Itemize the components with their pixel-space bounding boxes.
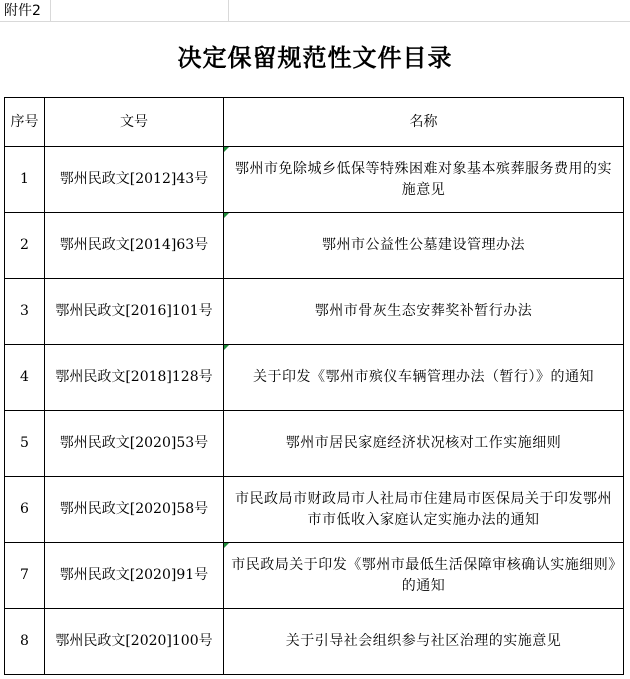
page-title: 决定保留规范性文件目录 xyxy=(177,44,453,72)
row-name-cell xyxy=(223,279,623,345)
row-doc-no: 鄂州民政文[2020]91号 xyxy=(45,543,224,609)
cell-comment-marker xyxy=(224,543,229,548)
row-no: 2 xyxy=(5,213,45,279)
row-name-cell xyxy=(223,411,623,477)
row-name: 鄂州市居民家庭经济状况核对工作实施细则 xyxy=(285,435,562,451)
row-no: 6 xyxy=(5,477,45,543)
attachment-label: 附件2 xyxy=(4,3,41,19)
row-doc-no: 鄂州民政文[2014]63号 xyxy=(45,213,224,279)
cell-comment-marker xyxy=(224,345,229,350)
row-doc-no: 鄂州民政文[2020]53号 xyxy=(45,411,224,477)
row-name: 鄂州市免除城乡低保等特殊困难对象基本殡葬服务费用的实施意见 xyxy=(234,160,612,198)
row-doc-no: 鄂州民政文[2012]43号 xyxy=(45,147,224,213)
header-doc-no: 文号 xyxy=(45,98,224,147)
header-name: 名称 xyxy=(223,98,623,147)
table-row xyxy=(5,543,624,609)
table-row xyxy=(5,345,624,411)
row-no: 7 xyxy=(5,543,45,609)
document-list-table xyxy=(4,97,624,675)
row-name: 鄂州市骨灰生态安葬奖补暂行办法 xyxy=(314,303,533,319)
row-name-cell xyxy=(223,477,623,543)
grid-line xyxy=(228,0,229,21)
header-no: 序号 xyxy=(5,98,45,147)
row-doc-no: 鄂州民政文[2020]58号 xyxy=(45,477,224,543)
row-no: 3 xyxy=(5,279,45,345)
cell-comment-marker xyxy=(224,147,229,152)
table-row xyxy=(5,213,624,279)
row-name-cell xyxy=(223,609,623,675)
row-name: 市民政局市财政局市人社局市住建局市医保局关于印发鄂州市市低收入家庭认定实施办法的通知 xyxy=(234,490,612,528)
table-row xyxy=(5,279,624,345)
row-name-cell xyxy=(223,543,623,609)
cell-comment-marker xyxy=(224,213,229,218)
row-name: 关于引导社会组织参与社区治理的实施意见 xyxy=(285,633,562,649)
table-row xyxy=(5,411,624,477)
row-no: 1 xyxy=(5,147,45,213)
row-doc-no: 鄂州民政文[2020]100号 xyxy=(45,609,224,675)
table-row xyxy=(5,147,624,213)
row-name-cell xyxy=(223,345,623,411)
row-name: 市民政局关于印发《鄂州市最低生活保障审核确认实施细则》的通知 xyxy=(231,556,616,594)
grid-line xyxy=(0,21,630,22)
grid-line xyxy=(50,0,51,21)
row-name: 关于印发《鄂州市殡仪车辆管理办法（暂行）》的通知 xyxy=(252,369,594,385)
row-name-cell xyxy=(223,147,623,213)
table-header-row xyxy=(5,98,624,147)
row-no: 4 xyxy=(5,345,45,411)
row-doc-no: 鄂州民政文[2016]101号 xyxy=(45,279,224,345)
row-doc-no: 鄂州民政文[2018]128号 xyxy=(45,345,224,411)
table-row xyxy=(5,609,624,675)
row-no: 8 xyxy=(5,609,45,675)
row-name: 鄂州市公益性公墓建设管理办法 xyxy=(321,237,525,253)
row-name-cell xyxy=(223,213,623,279)
row-no: 5 xyxy=(5,411,45,477)
table-row xyxy=(5,477,624,543)
